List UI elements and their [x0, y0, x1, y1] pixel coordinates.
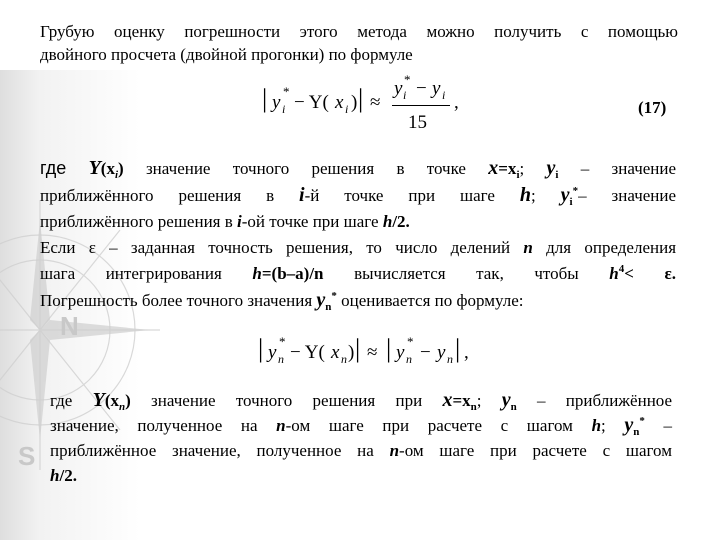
p2-line-1: где $Y(x_n)$ значение точного решения при $x=x_n$; $y_n$ – приближённое	[50, 389, 673, 413]
p1-line-2: приближённого решения в i-й точке при шаге h; $y_i^*-$ значение	[40, 184, 677, 208]
paragraph-1	[40, 155, 676, 314]
compass-s-letter: S	[18, 441, 36, 471]
equation-number: (17)	[638, 98, 667, 117]
approx-sign: ≈	[370, 92, 381, 113]
compass-n-letter: N	[60, 311, 79, 341]
intro-text	[40, 20, 678, 66]
p2-line-4: h/2.	[50, 466, 77, 485]
p2-line-2: значение, полученное на n-ом шаге при расчете с шагом h; $y_n^*$ –	[50, 414, 673, 438]
paragraph-2	[50, 388, 672, 488]
p1-line-4: Если ε – заданная точность решения, то число делений n для определения	[40, 238, 677, 257]
p1-line-1: где $Y(x_i)$ значение точного решения в точке $x=x_i$; $y_i$ – значение	[40, 157, 677, 181]
formula-2: | y * n − Y( x n ) | ≈ | y * n − y n | ,	[258, 334, 469, 366]
abs-close: |	[358, 84, 364, 113]
abs-open: |	[262, 84, 268, 113]
p1-line-3: приближённого решения в i-ой точке при шаге h/2.	[40, 212, 410, 231]
intro-line-1: Грубую оценку погрешности этого метода можно получить с помощью	[40, 22, 678, 41]
intro-line-2: двойного просчета (двойной прогонки) по формуле	[40, 45, 413, 64]
p1-line-6: Погрешность более точного значения $y_n^*$ оценивается по формуле:	[40, 289, 524, 313]
fraction-bar	[392, 105, 450, 106]
formula-17: | y * i − Y( x i ) | ≈ y * i − y i 15 ,	[262, 72, 459, 133]
p1-line-5: шага интегрирования h=(b–a)/n вычисляется так, чтобы $h^4< \varepsilon$.	[40, 263, 677, 283]
p2-line-3: приближённое значение, полученное на n-ом шаге при расчете с шагом	[50, 441, 672, 460]
